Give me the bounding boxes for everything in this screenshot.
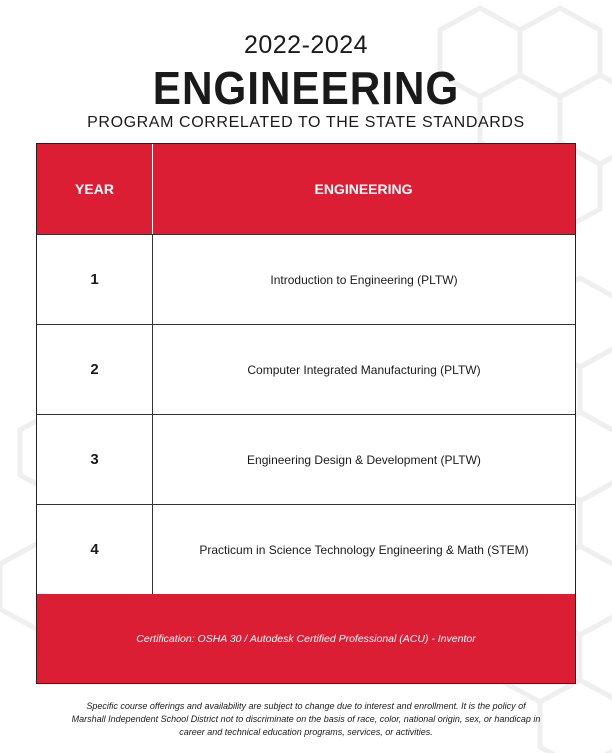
- disclaimer-footer: [40, 700, 572, 739]
- year-cell: 3: [90, 451, 99, 468]
- program-years: 2022-2024: [243, 31, 369, 59]
- disclaimer-line: Marshall Independent School District not to discriminate on the basis of race, color, national origin, sex, or handicap in: [71, 714, 541, 724]
- column-header-year: YEAR: [75, 181, 114, 197]
- course-cell: Computer Integrated Manufacturing (PLTW): [247, 362, 481, 377]
- page-title: ENGINEERING: [152, 62, 460, 114]
- page-subtitle: PROGRAM CORRELATED TO THE STATE STANDARDS: [87, 114, 525, 131]
- table-row: [37, 234, 575, 324]
- table-header: [37, 144, 575, 234]
- disclaimer-line: career and technical education programs, services, or activities.: [179, 727, 433, 737]
- course-cell: Practicum in Science Technology Engineering & Math (STEM): [199, 542, 529, 557]
- program-table: [36, 143, 576, 684]
- year-cell: 4: [90, 541, 99, 558]
- table-row: [37, 324, 575, 414]
- certification-banner: Certification: OSHA 30 / Autodesk Certified Professional (ACU) - Inventor: [37, 594, 575, 683]
- course-cell: Engineering Design & Development (PLTW): [247, 452, 481, 467]
- table-row: [37, 504, 575, 594]
- year-cell: 2: [90, 361, 99, 378]
- year-cell: 1: [90, 271, 99, 288]
- table-row: [37, 414, 575, 504]
- disclaimer-line: Specific course offerings and availability are subject to change due to interest and enrollment. It is the policy of: [86, 701, 526, 711]
- column-header-engineering: ENGINEERING: [314, 181, 413, 197]
- course-cell: Introduction to Engineering (PLTW): [270, 272, 458, 287]
